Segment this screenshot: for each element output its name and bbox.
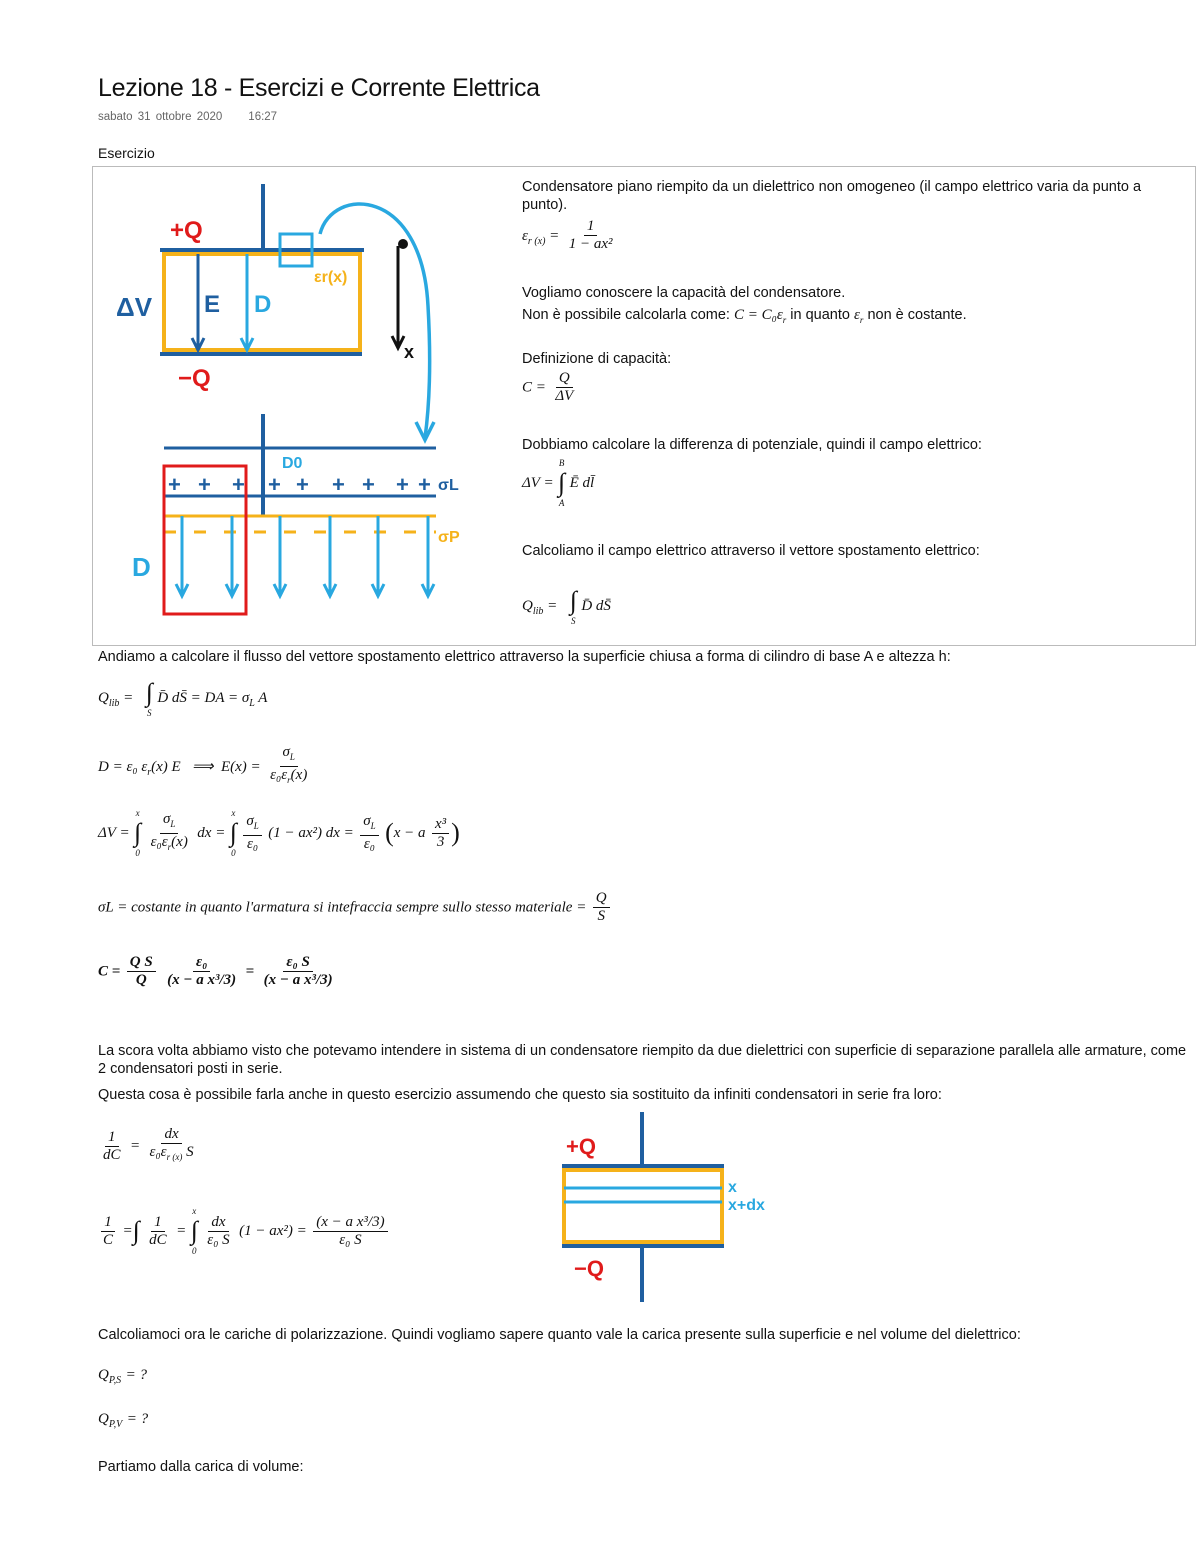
d-side-label: D [132, 552, 151, 582]
formula-qps: $Q_{P,S}$ = ? [98, 1367, 147, 1386]
formula-d-field: D = ε₀ $\varepsilon_r(x)$ E ⟹ E(x) = $\frac{\sigma_L}{\varepsilon_0\varepsilon_r(x)}$ [98, 744, 308, 785]
paragraph-series: Questa cosa è possibile farla anche in questo esercizio assumendo che questo sia sostituito da infiniti condensatori in serie fra loro: [98, 1087, 942, 1103]
plus-charges [168, 472, 431, 497]
paragraph-flux: Andiamo a calcolare il flusso del vettore spostamento elettrico attraverso la superficie chiusa a forma di cilindro di base A e altezza h: [98, 649, 951, 665]
sigma-p-label: σP [438, 529, 460, 546]
x-dx-label: x+dx [728, 1197, 765, 1214]
series-capacitor-drawing [560, 1110, 800, 1306]
plus-q-label: +Q [170, 217, 203, 244]
paragraph-intro: Condensatore piano riempito da un dielettrico non omogeneo (il campo elettrico varia da punto a punto). [522, 179, 1142, 213]
page-date: sabato 31 ottobre 2020 [98, 111, 223, 123]
paragraph-potential: Dobbiamo calcolare la differenza di potenziale, quindi il campo elettrico: [522, 437, 982, 453]
plus-q-label-2: +Q [566, 1134, 596, 1159]
page-title: Lezione 18 - Esercizi e Corrente Elettrica [98, 74, 540, 102]
x-label-2: x [728, 1179, 737, 1196]
formula-inverse-c: $\frac{1}{C}$ =∫ $\frac{1}{dC}$ = x ∫ 0 $\frac{dx}{\text{ε₀ S}}$ (1 − ax²) = $\frac{\text{(x − a x³/3)}}{\text{ε₀ S}}$ [98, 1206, 390, 1256]
svg-text:+: + [232, 472, 245, 497]
x-axis-label: x [404, 342, 415, 362]
svg-text:+: + [418, 472, 431, 497]
paragraph-displacement: Calcoliamo il campo elettrico attraverso il vettore spostamento elettrico: [522, 543, 980, 559]
svg-text:+: + [268, 472, 281, 497]
minus-q-label: −Q [178, 365, 211, 392]
formula-dc: $\frac{1}{dC}$ = $\frac{dx}{\varepsilon_0\varepsilon_{r (x)} S}$ [103, 1126, 194, 1163]
page-meta [98, 111, 277, 123]
paragraph-capacity: Vogliamo conoscere la capacità del condensatore. [522, 285, 846, 301]
formula-epsilon: $\varepsilon_{r (x)}$ = $\frac{1}{\text{1 − ax²}}$ [522, 218, 613, 252]
d0-label: D0 [282, 455, 303, 472]
minus-q-label-2: −Q [574, 1256, 604, 1281]
paragraph-not-possible: Non è possibile calcolarla come: $C = C_0\varepsilon_r$ in quanto $\varepsilon_r$ non è costante. [522, 307, 967, 325]
formula-delta-v-integral: ΔV = x ∫ 0 $\frac{\sigma_L}{\varepsilon_0\varepsilon_r(x)}$ dx = x ∫ 0 $\frac{\sigma_L}{\text{ε₀}}$ (1 − ax²) dx = $\frac{\sigma_L}{\text{ε₀}}$ (x − a $\frac{\text{x³}}{3}$ ) [98, 808, 460, 858]
svg-text:+: + [396, 472, 409, 497]
formula-final-capacity: C = $\frac{\text{Q S}}{Q}$ $\frac{\text{ε₀}}{\text{(x − a x³/3)}}$ = $\frac{\text{ε₀ S}}{\text{(x − a x³/3)}}$ [98, 954, 333, 988]
displacement-arrows [176, 516, 434, 596]
formula-qpv: $Q_{P,V}$ = ? [98, 1411, 149, 1430]
formula-capacity: C = $\frac{Q}{\Delta V}$ [522, 370, 574, 404]
formula-delta-v: ΔV = B ∫ A Ē dl̄ [522, 458, 595, 508]
paragraph-definition: Definizione di capacità: [522, 351, 672, 367]
section-label: Esercizio [98, 145, 155, 161]
svg-text:+: + [168, 472, 181, 497]
formula-gauss: $Q_{lib}$ = ∫ S D̄ dS̄ [522, 586, 611, 626]
svg-text:+: + [198, 472, 211, 497]
capacitor-drawing [92, 166, 512, 644]
svg-text:+: + [362, 472, 375, 497]
paragraph-volume-charge: Partiamo dalla carica di volume: [98, 1459, 304, 1475]
formula-flux: $Q_{lib}$ = ∫ S D̄ dS̄ = DA = $\sigma_L$ A [98, 678, 268, 718]
delta-v-label: ΔV [116, 292, 153, 322]
d-vector-label: D [254, 291, 272, 318]
page-time: 16:27 [248, 111, 278, 123]
svg-text:+: + [332, 472, 345, 497]
epsilon-label: εr(x) [314, 269, 348, 286]
paragraph-previous: La scora volta abbiamo visto che potevamo intendere in sistema di un condensatore riempito da due dielettrici con superficie di separazione parallela alle armature, come 2 condensatori posti in serie. [98, 1043, 1187, 1077]
svg-text:+: + [296, 472, 309, 497]
paragraph-polarization: Calcoliamoci ora le cariche di polarizzazione. Quindi vogliamo sapere quanto vale la carica presente sulla superficie e nel volume del dielettrico: [98, 1327, 1021, 1343]
formula-sigma-constant: σL = costante in quanto l'armatura si intefraccia sempre sullo stesso materiale = $\frac{Q}{S}$ [98, 890, 612, 925]
sigma-l-label: σL [438, 477, 459, 494]
e-vector-label: E [204, 291, 221, 318]
